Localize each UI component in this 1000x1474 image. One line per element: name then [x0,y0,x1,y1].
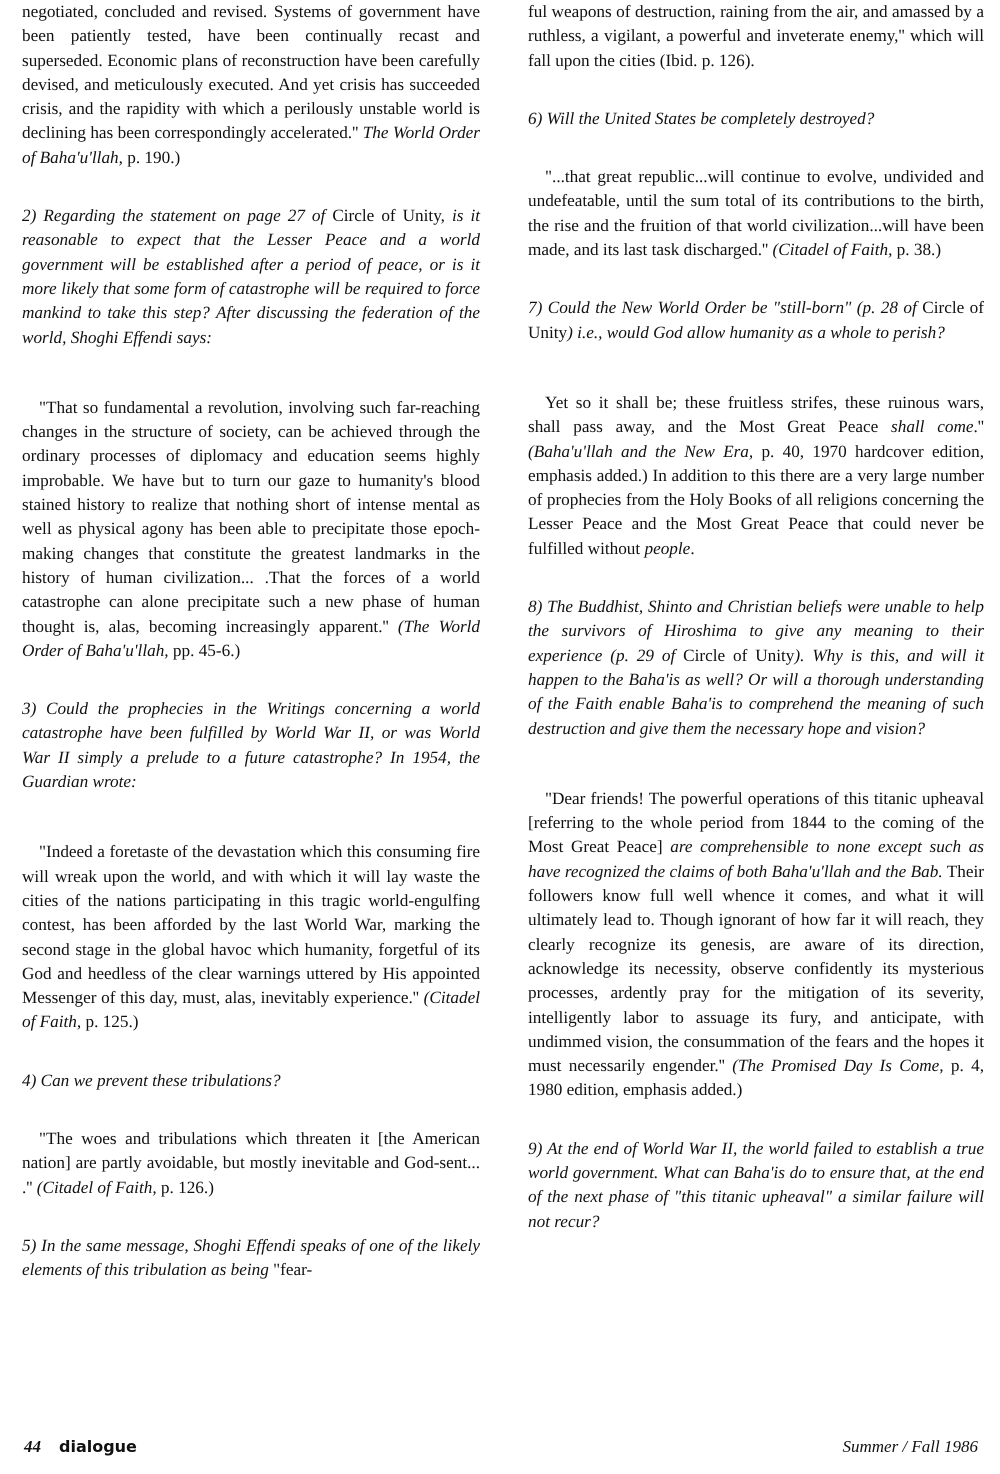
paragraph-continuation: negotiated, concluded and revised. Systems of government have been patiently tested, have been continually recast and superseded. Economic plans of reconstruction have been carefully devised, and meticulously executed. And yet crisis has succeeded crisis, and the rapidity with which a perilously unstable world is declining has been correspondingly accelerated.'' The World Order of Baha'u'llah, p. 190.) [22,2,480,167]
question-8: 8) The Buddhist, Shinto and Christian beliefs were unable to help the survivors of Hiroshima to give any meaning to their experience (p. 29 of Circle of Unity). Why is this, and will it happen to the Baha'is as well? Or will a thorough understanding of the Faith enable Baha'is to comprehend the meaning of such destruction and give them the necessary hope and vision? [528,597,985,738]
question-6: 6) Will the United States be completely destroyed? [528,108,875,128]
magazine-name: dialogue [59,1437,137,1456]
citation: The World Order of Baha'u'llah, [22,123,480,167]
paragraph-continuation: ful weapons of destruction, raining from the air, and amassed by a ruthless, a vigilant, a powerful and inveterate enemy,'' which will fall upon the cities (Ibid. p. 126). [528,2,984,70]
answer-7: Yet so it shall be; these fruitless strifes, these ruinous wars, shall pass away, and the Most Great Peace shall come.'' (Baha'u'llah and the New Era, p. 40, 1970 hardcover edition, emphasis added.) In addition to this there are a very large number of prophecies from the Holy Books of all religions concerning the Lesser Peace and the Most Great Peace that could never be fulfilled without people. [528,392,984,558]
citation: (Citadel of Faith, [36,1177,157,1197]
question-2: 2) Regarding the statement on page 27 of Circle of Unity, is it reasonable to expect that the Lesser Peace and a world government will be established after a period of peace, or is it more likely that some form of catastrophe will be required to force mankind to take this step? After discussing the federation of the world, Shoghi Effendi says: [22,206,480,347]
question-7: 7) Could the New World Order be "still-born" (p. 28 of Circle of Unity) i.e., would God allow humanity as a whole to perish? [528,298,984,342]
answer-3: "Indeed a foretaste of the devastation which this consuming fire will wreak upon the world, and with which it will lay waste the cities of the nations participating in this tragic world-engulfing contest, has been afforded by the last World War, marking the second stage in the global havoc which humanity, forgetful of its God and heedless of the clear warnings uttered by His appointed Messenger of this day, must, alas, inevitably experience.'' (Citadel of Faith, p. 125.) [22,842,480,1032]
answer-8: "Dear friends! The powerful operations of this titanic upheaval [referring to the whole period from 1844 to the coming of the Most Great Peace] are comprehensible to none except such as have recognized the claims of both Baha'u'llah and the Bab. Their followers know full well whence it comes, and what it will ultimately lead to. Though ignorant of how far it will reach, they clearly recognize its genesis, are aware of its direction, acknowledge its necessity, observe confidently its mysterious processes, ardently pray for the mitigation of its severity, intelligently labor to assuage its fury, and anticipate, with undimmed vision, the consummation of the fears and the hopes it must necessarily engender.'' (The Promised Day Is Come, p. 4, 1980 edition, emphasis added.) [528,788,984,1100]
question-5: 5) In the same message, Shoghi Effendi speaks of one of the likely elements of this tribulation as being "fear- [22,1235,480,1280]
answer-2: "That so fundamental a revolution, involving such far-reaching changes in the structure of society, can be achieved through the ordinary processes of diplomacy and education seems highly improbable. We have but to turn our gaze to humanity's blood stained history to realize that nothing short of intense mental as well as physical agony has been able to precipitate those epoch-making changes that constitute the greatest landmarks in the history of human civilization... .That the forces of a world catastrophe can alone precipitate such a new phase of human thought is, alas, becoming increasingly apparent.'' (The World Order of Baha'u'llah, pp. 45-6.) [22,397,480,660]
page-footer-left [24,1436,137,1458]
citation: (Baha'u'llah and the New Era, [528,441,754,461]
citation: (Citadel of Faith, [772,240,893,260]
right-column [528,0,984,1234]
issue-date: Summer / Fall 1986 [842,1437,978,1456]
answer-4: "The woes and tribulations which threaten it [the American nation] are partly avoidable, but mostly inevitable and God-sent... .'' (Citadel of Faith, p. 126.) [22,1128,480,1197]
citation: (The World Order of Baha'u'llah, [22,616,480,660]
citation: (Citadel of Faith, [22,988,480,1032]
page-number: 44 [24,1437,41,1456]
left-column [22,0,480,1282]
question-4: 4) Can we prevent these tribulations? [22,1070,281,1090]
answer-6: "...that great republic...will continue to evolve, undivided and undefeatable, until the sum total of its contributions to the birth, the rise and the fruition of that world civilization...will have been made, and its last task discharged.'' (Citadel of Faith, p. 38.) [528,167,984,260]
citation: (The Promised Day Is Come, [732,1056,944,1076]
question-3: 3) Could the prophecies in the Writings concerning a world catastrophe have been fulfilled by World War II, or was World War II simply a prelude to a future catastrophe? In 1954, the Guardian wrote: [22,699,480,792]
question-9: 9) At the end of World War II, the world failed to establish a true world government. What can Baha'is do to ensure that, at the end of the next phase of "this titanic upheaval" a similar failure will not recur? [528,1138,984,1231]
